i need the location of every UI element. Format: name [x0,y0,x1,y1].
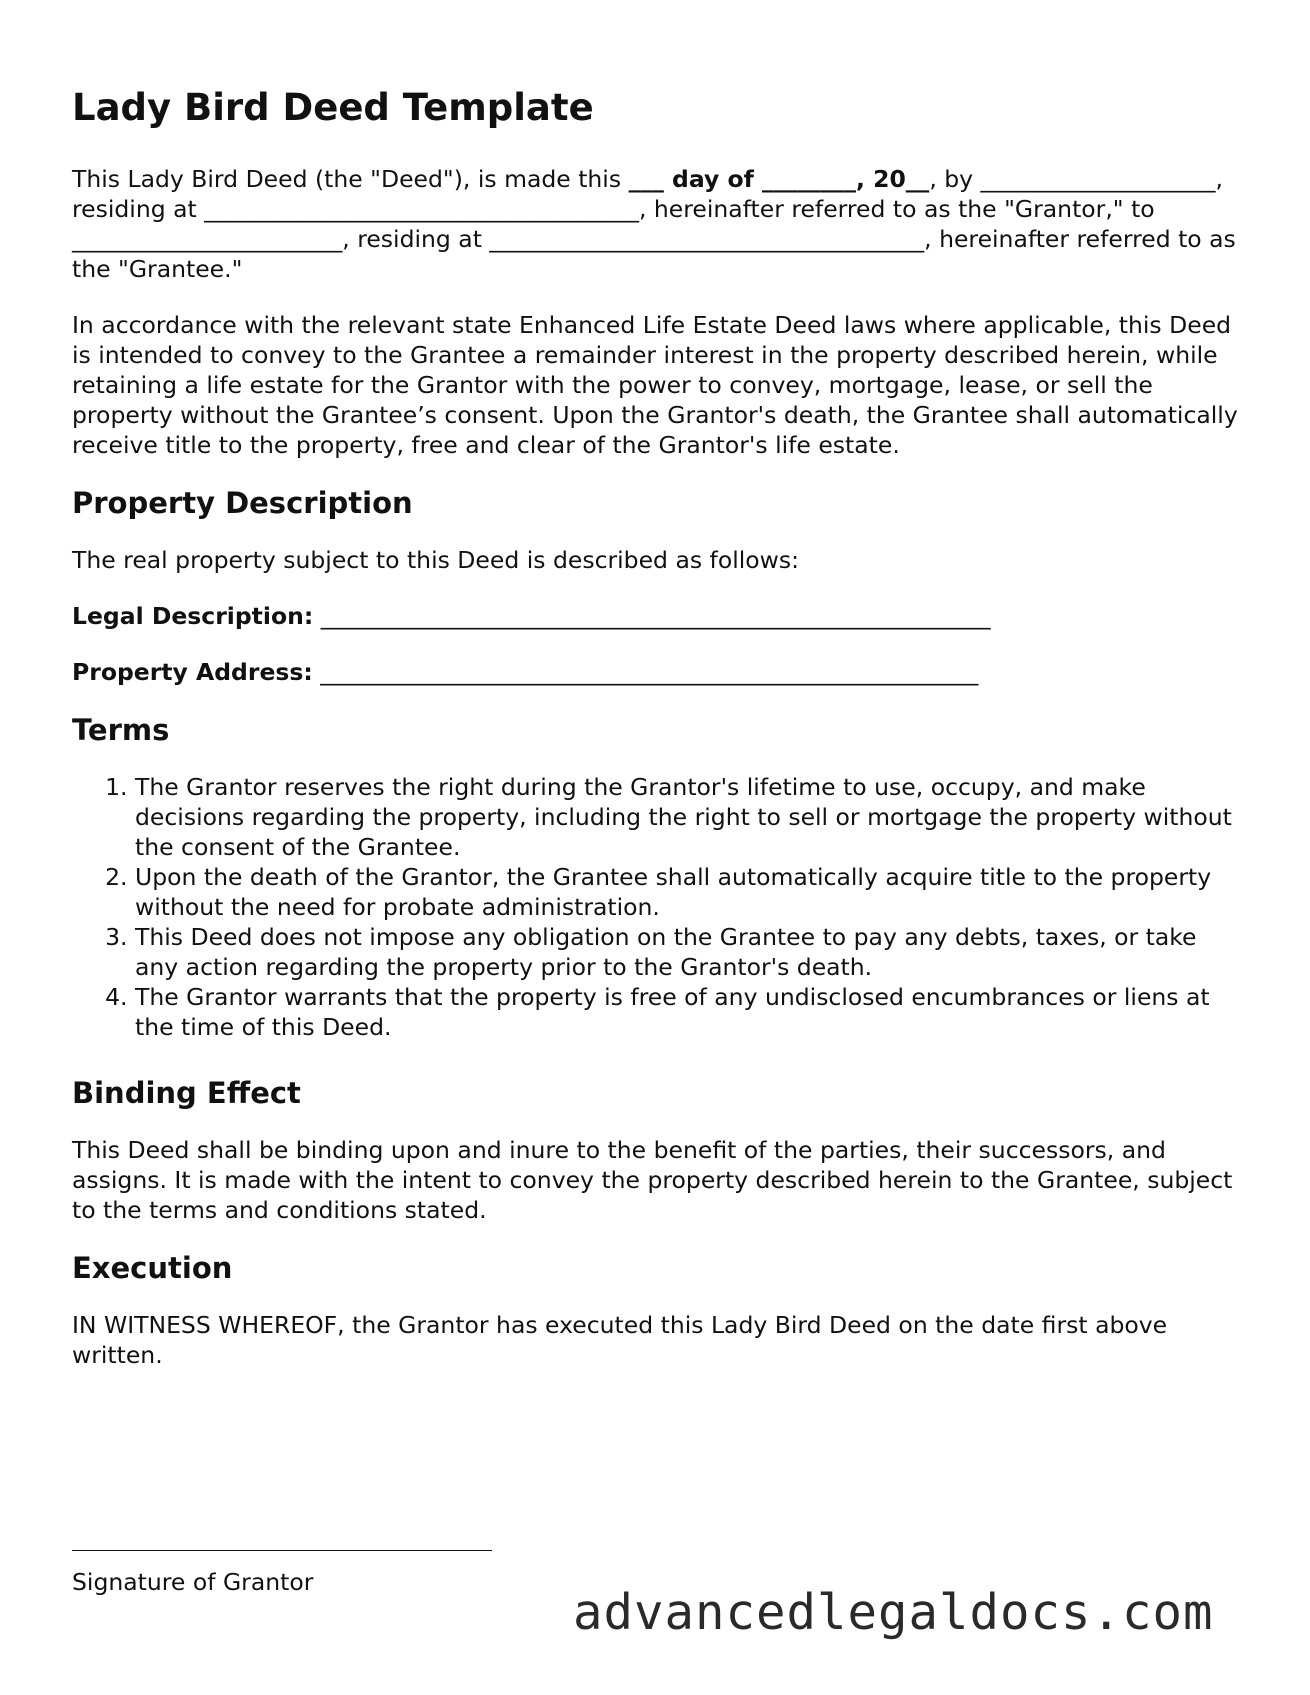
signature-line [72,1550,492,1551]
terms-item: 2. Upon the death of the Grantor, the Grantee shall automatically acquire title to the property without the need for probate administration. [135,862,1242,922]
terms-list [72,772,1242,1042]
watermark: advancedlegaldocs.com [573,1584,1214,1641]
document-title: Lady Bird Deed Template [72,86,594,129]
legal-description-field [72,601,1242,631]
property-text: The real property subject to this Deed is described as follows: [72,546,800,575]
legal-description-blank: _________________________________________________________ [313,602,991,631]
intro-date-blank: ___ day of ________, 20__ [628,165,930,194]
binding-effect-heading: Binding Effect [72,1075,301,1110]
terms-item: 1. The Grantor reserves the right during the Grantor's lifetime to use, occupy, and make decisions regarding the property, including the right to sell or mortgage the property without the consent of the Grantee. [135,772,1242,862]
terms-item: 4. The Grantor warrants that the property is free of any undisclosed encumbrances or liens at the time of this Deed. [135,982,1242,1042]
signature-label: Signature of Grantor [72,1568,314,1596]
property-address-blank: ________________________________________________________ [312,658,979,687]
document-body [72,86,1242,1396]
property-address-label: Property Address: [72,658,313,687]
execution-text: IN WITNESS WHEREOF, the Grantor has executed this Lady Bird Deed on the date first above written. [72,1310,1168,1369]
intro-text-start: This Lady Bird Deed (the "Deed"), is made this [72,165,629,194]
intro-text-end: , by ____________________, residing at _____________________________________, hereinafter referred to as the "Grantor," to _______________________, residing at _____________________________________, hereinafter referred to as the "Grantee." [72,165,1236,284]
execution-heading: Execution [72,1250,233,1285]
terms-item: 3. This Deed does not impose any obligation on the Grantee to pay any debts, taxes, or take any action regarding the property prior to the Grantor's death. [135,922,1242,982]
purpose-paragraph: In accordance with the relevant state Enhanced Life Estate Deed laws where applicable, this Deed is intended to convey to the Grantee a remainder interest in the property described herein, while retaining a life estate for the Grantor with the power to convey, mortgage, lease, or sell the property without the Grantee’s consent. Upon the Grantor's death, the Grantee shall automatically receive title to the property, free and clear of the Grantor's life estate. [72,311,1238,460]
property-heading: Property Description [72,486,413,521]
property-address-field [72,657,1242,687]
intro-paragraph [72,164,1242,284]
binding-effect-text: This Deed shall be binding upon and inure to the benefit of the parties, their successors, and assigns. It is made with the intent to convey the property described herein to the Grantee, subject to the terms and conditions stated. [72,1135,1233,1224]
terms-heading: Terms [72,713,170,748]
legal-description-label: Legal Description: [72,602,314,631]
